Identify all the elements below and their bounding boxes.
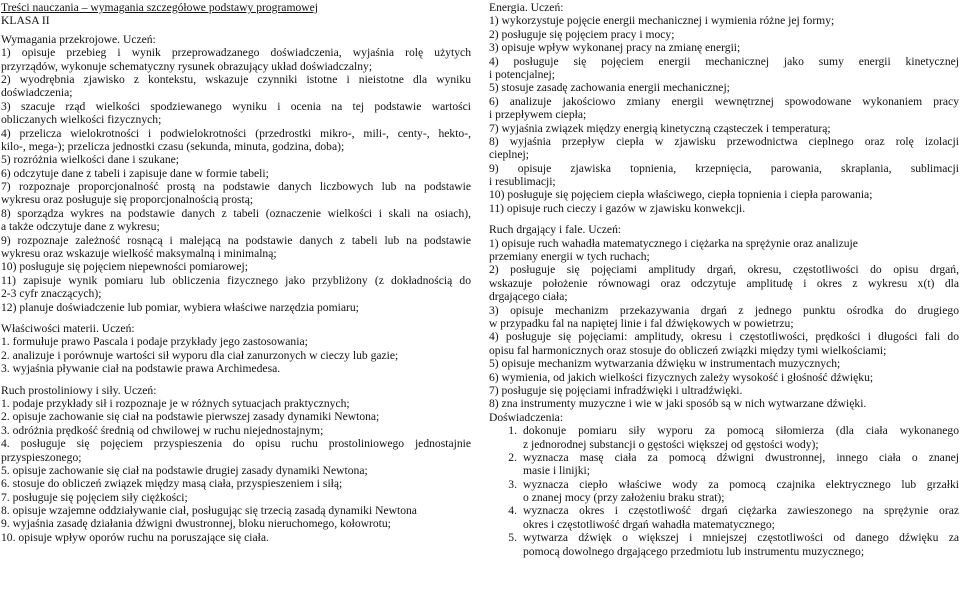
text-line: 12) planuje doświadczenie lub pomiar, wybiera właściwe narzędzia pomiaru; — [1, 300, 359, 314]
text-line: 3) opisuje mechanizm przekazywania drgań z jednego punktu ośrodka do drugiego — [489, 303, 959, 317]
text-line: 9) rozpoznaje zależność rosnącą i malejącą na podstawie danych z tabeli lub na podstawie — [1, 233, 471, 247]
text-line: wykresu oraz posługuje się proporcjonalnością prostą; — [1, 193, 254, 207]
document-title: Treści nauczania – wymagania szczegółowe podstawy programowej — [1, 1, 319, 14]
text-line: wykresu oraz wskazuje wielkość maksymalną i minimalną; — [1, 247, 277, 261]
experiment-item — [489, 424, 959, 451]
cross-cutting-requirements — [1, 33, 471, 314]
experiment-text — [523, 424, 959, 451]
text-line: przyrządów, wykonuje schematyczny rysunek obrazujący układ doświadczalny; — [1, 59, 373, 73]
experiments-list — [489, 424, 959, 558]
experiment-line: dokonuje pomiaru siły wyporu za pomocą siłomierza (dla ciała wykonanego — [523, 424, 959, 438]
experiment-text — [523, 504, 959, 531]
text-line: 2-3 cyfr znaczących); — [1, 287, 102, 301]
text-line: 5. opisuje zachowanie się ciał na podstawie drugiej zasady dynamiki Newtona; — [1, 463, 368, 477]
experiment-line: z jednorodnej substancji o gęstości większej od gęstości wody); — [523, 437, 819, 451]
text-line: 9) opisuje zjawiska topnienia, krzepnięcia, parowania, skraplania, sublimacji — [489, 161, 959, 175]
section-heading: Wymagania przekrojowe. Uczeń: — [1, 32, 156, 46]
text-line: 2. analizuje i porównuje wartości sił wyporu dla ciał zanurzonych w cieczy lub gazie; — [1, 348, 399, 362]
section-heading: Ruch drgający i fale. Uczeń: — [489, 223, 622, 237]
text-line: 1. formułuje prawo Pascala i podaje przykłady jego zastosowania; — [1, 335, 308, 349]
text-line: 10. opisuje wpływ oporów ruchu na poruszające się ciała. — [1, 530, 269, 544]
section-heading: Energia. Uczeń: — [489, 1, 564, 14]
text-line: 1) opisuje ruch wahadła matematycznego i ciężarka na sprężynie oraz analizuje — [489, 236, 858, 250]
class-label: KLASA II — [1, 14, 50, 28]
text-line: 8) sporządza wykres na podstawie danych z tabeli (oznaczenie wielkości i skali na osiach), — [1, 206, 471, 220]
experiment-text — [523, 451, 959, 478]
experiment-number: 3. — [508, 477, 517, 491]
text-line: i przepływem ciepła; — [489, 108, 587, 122]
text-line: 8) zna instrumenty muzyczne i wie w jaki sposób są w nich wytwarzane dźwięki. — [489, 397, 867, 411]
text-line: 2) wyodrębnia zjawisko z kontekstu, wskazuje czynniki istotne i nieistotne dla wyniku — [1, 72, 471, 86]
text-line: 5) stosuje zasadę zachowania energii mechanicznej; — [489, 81, 730, 95]
text-line: 7) wyjaśnia związek między energią kinetyczną cząsteczek i temperaturą; — [489, 121, 831, 135]
experiment-line: masie i linijki; — [523, 464, 590, 478]
right-column — [489, 1, 959, 558]
text-line: przyspieszonego; — [1, 450, 82, 464]
text-line: 7) rozpoznaje proporcjonalność prostą na podstawie danych liczbowych lub na podstawie — [1, 180, 471, 194]
text-line: 4. posługuje się pojęciem przyspieszenia do opisu ruchu prostoliniowego jednostajnie — [1, 437, 471, 451]
text-line: 3. wyjaśnia pływanie ciał na podstawie prawa Archimedesa. — [1, 362, 281, 376]
text-line: 5) rozróżnia wielkości dane i szukane; — [1, 153, 180, 167]
text-line: 4) przelicza wielokrotności i podwielokrotności (przedrostki mikro-, mili-, centy-, hekto-, — [1, 126, 471, 140]
text-line: 2. opisuje zachowanie się ciał na podstawie pierwszej zasady dynamiki Newtona; — [1, 410, 380, 424]
text-line: 3. odróżnia prędkość średnią od chwilowej w ruchu niejednostajnym; — [1, 423, 324, 437]
experiment-item — [489, 531, 959, 558]
text-line: 9. wyjaśnia zasadę działania dźwigni dwustronnej, bloku nieruchomego, kołowrotu; — [1, 517, 391, 531]
text-line: przemiany energii w tych ruchach; — [489, 250, 650, 264]
text-line: 6) odczytuje dane z tabeli i zapisuje dane w formie tabeli; — [1, 166, 269, 180]
text-line: 7) posługuje się pojęciami infradźwięki i ultradźwięki. — [489, 383, 743, 397]
text-line: 11) opisuje ruch cieczy i gazów w zjawisku konwekcji. — [489, 201, 746, 215]
text-line: w przypadku fal na napiętej linie i fal dźwiękowych w powietrzu; — [489, 316, 794, 330]
text-line: i potencjalnej; — [489, 67, 555, 81]
experiment-text — [523, 531, 959, 558]
text-line: 11) zapisuje wynik pomiaru lub obliczenia fizycznego jako przybliżony (z dokładnością do — [1, 273, 471, 287]
experiment-item — [489, 451, 959, 478]
text-line: drgającego ciała; — [489, 290, 568, 304]
text-line: 1) opisuje przebieg i wynik przeprowadzanego doświadczenia, wyjaśnia rolę użytych — [1, 46, 471, 60]
text-line: 10) posługuje się pojęciem ciepła właściwego, ciepła topnienia i ciepła parowania; — [489, 188, 873, 202]
experiment-line: wyznacza masę ciała za pomocą dźwigni dwustronnej, innego ciała o znanej — [523, 450, 959, 464]
text-line: opisu fal harmonicznych oraz stosuje do obliczeń związki między tymi wielkościami; — [489, 343, 887, 357]
text-line: 6. stosuje do obliczeń związek między masą ciała, przyspieszeniem i siłą; — [1, 477, 343, 491]
text-line: 5) opisuje mechanizm wytwarzania dźwięku w instrumentach muzycznych; — [489, 357, 841, 371]
experiment-number: 4. — [508, 504, 517, 518]
text-line: 2) posługuje się pojęciem pracy i mocy; — [489, 27, 675, 41]
text-line: obliczanych wielkości fizycznych; — [1, 113, 162, 127]
text-line: 6) wymienia, od jakich wielkości fizycznych zależy wysokość i głośność dźwięku; — [489, 370, 874, 384]
text-line: 1) wykorzystuje pojęcie energii mechanicznej i wymienia różne jej formy; — [489, 14, 835, 28]
text-line: 6) analizuje jakościowo zmiany energii wewnętrznej spowodowane wykonaniem pracy — [489, 94, 959, 108]
text-line: 4) posługuje się pojęciem energii mechanicznej jako sumy energii kinetycznej — [489, 54, 959, 68]
experiment-line: wyznacza okres i częstotliwość drgań ciężarka zawieszonego na sprężynie oraz — [523, 504, 959, 518]
text-line: 10) posługuje się pojęciem niepewności pomiarowej; — [1, 260, 248, 274]
text-line: 1. podaje przykłady sił i rozpoznaje je w różnych sytuacjach praktycznych; — [1, 396, 350, 410]
experiment-line: okres i częstotliwość drgań wahadła matematycznego; — [523, 517, 775, 531]
energy-section — [489, 1, 959, 215]
section-heading: Właściwości materii. Uczeń: — [1, 321, 135, 335]
text-line: 8. opisuje wzajemne oddziaływanie ciał, posługując się trzecią zasadą dynamiki Newtona — [1, 504, 417, 518]
experiment-number: 1. — [508, 424, 517, 438]
experiment-line: o znanej mocy (przy założeniu braku strat); — [523, 491, 725, 505]
text-line: a także odczytuje dane z wykresu; — [1, 220, 160, 234]
text-line: 7. posługuje się pojęciem siły ciężkości; — [1, 490, 188, 504]
text-line: Doświadczenia: — [489, 410, 564, 424]
experiment-line: pomocą dowolnego drgającego przedmiotu lub instrumentu muzycznego; — [523, 544, 865, 558]
left-column — [1, 1, 471, 544]
oscillation-waves-section — [489, 223, 959, 424]
experiment-item — [489, 478, 959, 505]
text-line: 3) opisuje wpływ wykonanej pracy na zmianę energii; — [489, 41, 741, 55]
matter-properties-section — [1, 322, 471, 376]
text-line: 2) posługuje się pojęciami amplitudy drgań, okresu, częstotliwości do opisu drgań, — [489, 263, 959, 277]
text-line: 4) posługuje się pojęciami: amplitudy, okresu i częstotliwości, prędkości i długości fali do — [489, 330, 959, 344]
text-line: i resublimacji; — [489, 175, 556, 189]
experiment-text — [523, 478, 959, 505]
text-line: wskazuje położenie równowagi oraz odczytuje amplitudę i okres z wykresu x(t) dla — [489, 276, 959, 290]
experiment-line: wyznacza ciepło właściwe wody za pomocą czajnika elektrycznego lub grzałki — [523, 477, 959, 491]
text-line: cieplnej; — [489, 148, 529, 162]
experiment-item — [489, 504, 959, 531]
text-line: 8) wyjaśnia przepływ ciepła w zjawisku przewodnictwa cieplnego oraz rolę izolacji — [489, 134, 959, 148]
text-line: doświadczenia; — [1, 86, 73, 100]
experiment-number: 2. — [508, 450, 517, 464]
text-line: kilo-, mega-); przelicza jednostki czasu (sekunda, minuta, godzina, doba); — [1, 139, 345, 153]
linear-motion-forces-section — [1, 384, 471, 545]
section-heading: Ruch prostoliniowy i siły. Uczeń: — [1, 383, 157, 397]
text-line: 3) szacuje rząd wielkości spodziewanego wyniku i ocenia na tej podstawie wartości — [1, 99, 471, 113]
experiment-number: 5. — [508, 531, 517, 545]
experiment-line: wytwarza dźwięk o większej i mniejszej częstotliwości od danego dźwięku za — [523, 531, 959, 545]
